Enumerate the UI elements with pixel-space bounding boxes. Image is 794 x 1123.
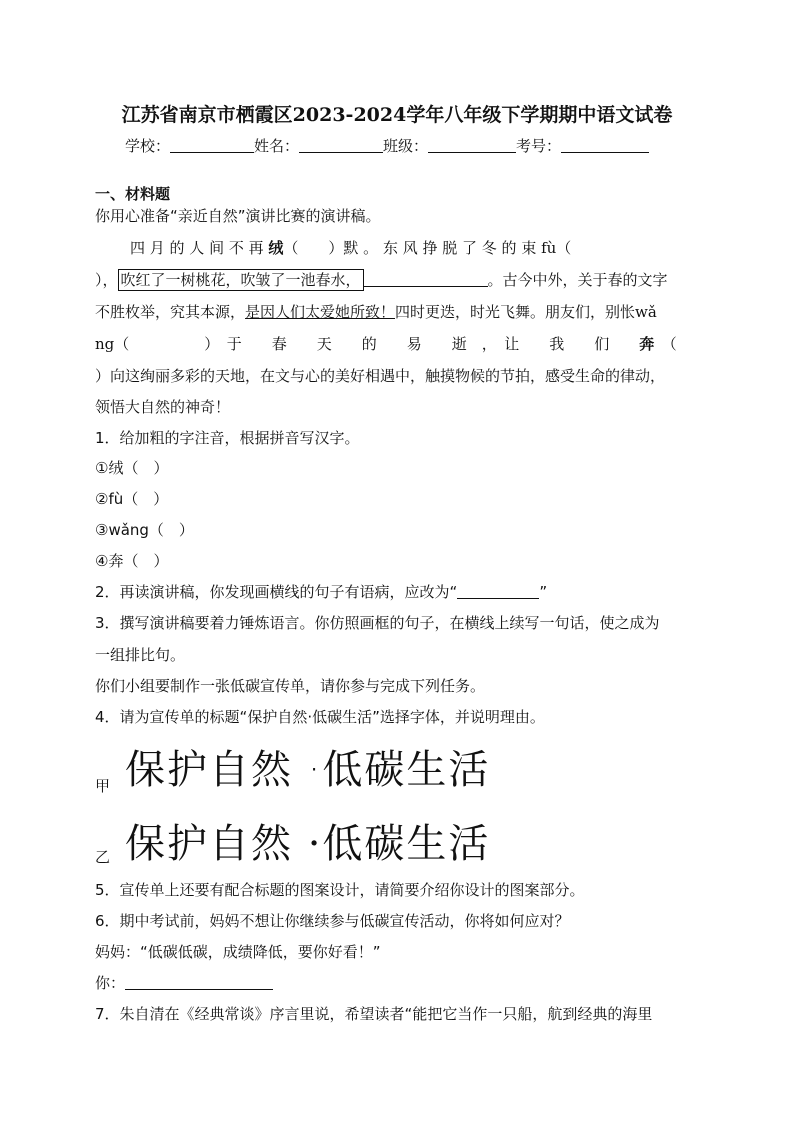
passage-line-3: [95, 301, 657, 322]
font-option-label-jia: 甲: [95, 777, 111, 795]
passage-text: （: [654, 335, 677, 353]
question-2-close-quote: ”: [539, 583, 548, 601]
exam-number-blank[interactable]: [561, 137, 649, 153]
underlined-sentence: 是因人们太爱她所致！: [245, 303, 396, 321]
page-title: 江苏省南京市栖霞区2023-2024学年八年级下学期期中语文试卷: [121, 104, 673, 126]
passage-line-5: ）向这绚丽多彩的天地，在文与心的美好相遇中，触摸物候的节拍，感受生命的律动，: [95, 367, 666, 385]
question-1-item-b[interactable]: ②fù（ ）: [95, 490, 169, 508]
class-label: 班级：: [383, 137, 429, 155]
passage-text: ），: [95, 271, 118, 289]
continue-writing-blank[interactable]: [364, 272, 488, 287]
question-3-line-1: 3．撰写演讲稿要着力锤炼语言。你仿照画框的句子，在横线上续写一句话，使之成为: [95, 614, 660, 632]
passage-text: 不胜枚举，究其本源，: [95, 303, 246, 321]
question-1-item-a[interactable]: ①绒（ ）: [95, 459, 169, 477]
question-5: 5．宣传单上还要有配合标题的图案设计，请简要介绍你设计的图案部分。: [95, 881, 585, 899]
bold-char-ben: 奔: [639, 335, 655, 353]
name-label: 姓名：: [254, 137, 300, 155]
question-3-line-2: 一组排比句。: [95, 646, 186, 664]
passage-line-4: [95, 333, 677, 354]
section-heading: 一、材料题: [95, 185, 171, 203]
passage-line-1: [130, 237, 571, 258]
boxed-sentence: 吹红了一树桃花，吹皱了一池春水，: [118, 269, 364, 291]
font-sample-jia[interactable]: 保护自然 ·低碳生活: [125, 747, 491, 793]
passage-text: 四 月 的 人 间 不 再: [130, 239, 269, 257]
question-2-answer-blank[interactable]: [457, 584, 539, 599]
name-blank[interactable]: [299, 137, 383, 153]
question-7: 7．朱自清在《经典常谈》序言里说，希望读者“能把它当作一只船，航到经典的海里: [95, 1005, 653, 1023]
passage-line-6: 领悟大自然的神奇！: [95, 398, 231, 416]
passage-text: 。古今中外，关于春的文字: [487, 271, 668, 289]
font-option-label-yi: 乙: [95, 848, 111, 866]
question-6: 6．期中考试前，妈妈不想让你继续参与低碳宣传活动，你将如何应对？: [95, 912, 570, 930]
question-6-mom-quote: 妈妈：“低碳低碳，成绩降低，要你好看！”: [95, 943, 381, 961]
question-1: 1．给加粗的字注音，根据拼音写汉字。: [95, 429, 360, 447]
question-1-item-d[interactable]: ④奔（ ）: [95, 552, 169, 570]
task-instruction: 你们小组要制作一张低碳宣传单，请你参与完成下列任务。: [95, 677, 486, 695]
question-1-item-c[interactable]: ③wǎng（ ）: [95, 521, 194, 539]
school-label: 学校：: [125, 137, 171, 155]
passage-line-2: [95, 269, 668, 290]
passage-text: ng（ ） 于 春 天 的 易 逝 ， 让 我 们: [95, 335, 640, 353]
question-2: [95, 581, 547, 602]
question-6-answer-blank[interactable]: [125, 975, 273, 990]
font-sample-yi[interactable]: 保护自然 ·低碳生活: [125, 821, 491, 867]
passage-text: （ ）默 。 东 风 挣 脱 了 冬 的 束 fù（: [283, 239, 572, 257]
passage-text: 四时更迭，时光飞舞。朋友们，别怅wǎ: [395, 303, 657, 321]
school-blank[interactable]: [170, 137, 254, 153]
question-6-you-label: 你：: [95, 974, 126, 992]
exam-number-label: 考号：: [516, 137, 562, 155]
question-2-text: 2．再读演讲稿，你发现画横线的句子有语病，应改为“: [95, 583, 458, 601]
class-blank[interactable]: [428, 137, 516, 153]
section-intro: 你用心准备“亲近自然”演讲比赛的演讲稿。: [95, 207, 381, 225]
question-4: 4．请为宣传单的标题“保护自然·低碳生活”选择字体，并说明理由。: [95, 708, 545, 726]
question-6-response: [95, 972, 273, 993]
student-info-line: [125, 135, 649, 156]
bold-char-rong: 绒: [268, 239, 284, 257]
